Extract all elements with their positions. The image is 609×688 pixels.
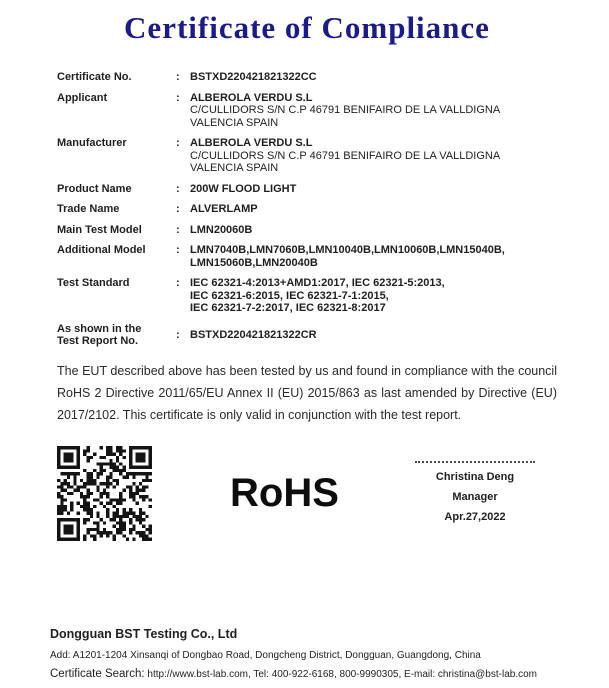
certificate-info-table — [57, 71, 557, 348]
field-value: 200W FLOOD LIGHT — [190, 182, 297, 195]
marks-and-signature-row — [57, 442, 557, 546]
field-row-test-standard — [57, 277, 557, 315]
certificate-title: Certificate of Compliance — [124, 10, 490, 45]
field-label: Main Test Model — [57, 223, 142, 236]
field-value: ALBEROLA VERDU S.L C/CULLIDORS S/N C.P 46791 BENIFAIRO DE LA VALLDIGNA VALENCIA SPAIN — [190, 91, 501, 129]
field-value: LMN7040B,LMN7060B,LMN10040B,LMN10060B,LMN15040B, LMN15060B,LMN20040B — [190, 244, 505, 269]
lab-name: Dongguan BST Testing Co., Ltd — [50, 627, 238, 641]
field-value: BSTXD220421821322CC — [190, 71, 317, 83]
field-row-test-report-no — [57, 323, 557, 348]
field-label: Certificate No. — [57, 71, 132, 83]
field-row-main-test-model — [57, 224, 557, 237]
field-row-manufacturer — [57, 137, 557, 175]
field-label: Applicant — [57, 91, 108, 104]
rohs-mark: RoHS — [230, 471, 339, 515]
field-row-product-name — [57, 183, 557, 196]
qr-code — [57, 446, 152, 541]
field-value: LMN20060B — [190, 223, 253, 236]
field-label: Trade Name — [57, 203, 120, 215]
field-row-certificate-no — [57, 71, 557, 84]
lab-contact-line — [50, 668, 569, 680]
field-label: Test Standard — [57, 277, 130, 289]
field-colon: : — [176, 91, 180, 104]
certificate-search-value: http://www.bst-lab.com, Tel: 400-922-6168, 800-9990305, E-mail: christina@bst-lab.com — [144, 669, 537, 680]
lab-address: Add: A1201-1204 Xinsanqi of Dongbao Road, Dongcheng District, Dongguan, Guangdong, China — [50, 650, 481, 661]
field-value: ALBEROLA VERDU S.L C/CULLIDORS S/N C.P 46791 BENIFAIRO DE LA VALLDIGNA VALENCIA SPAIN — [190, 137, 501, 174]
field-value: ALVERLAMP — [190, 203, 258, 215]
field-colon: : — [176, 328, 180, 341]
field-label: Product Name — [57, 182, 132, 195]
signature-name: Christina Deng — [435, 470, 515, 483]
field-colon: : — [176, 71, 180, 83]
field-colon: : — [176, 277, 180, 289]
signature-role: Manager — [452, 490, 498, 503]
field-colon: : — [176, 203, 180, 215]
field-colon: : — [176, 182, 180, 195]
field-value: BSTXD220421821322CR — [190, 328, 317, 341]
field-row-applicant — [57, 92, 557, 130]
field-colon: : — [176, 137, 180, 149]
field-row-trade-name — [57, 203, 557, 216]
field-label: Manufacturer — [57, 137, 127, 149]
compliance-statement: The EUT described above has been tested by us and found in compliance with the council RoHS 2 Directive 2011/65/EU Annex II (EU) 2015/863 as last amended by Directive (EU) 2017/2102. This certificate is only valid in conjunction with the test report. — [57, 363, 557, 422]
field-label: Additional Model — [57, 244, 146, 256]
field-colon: : — [176, 223, 180, 236]
lab-footer — [0, 627, 609, 680]
signature-dotted-line — [415, 461, 535, 463]
field-colon: : — [176, 244, 180, 256]
field-row-additional-model — [57, 244, 557, 269]
signature-date: Apr.27,2022 — [444, 510, 506, 523]
certificate-search-label: Certificate Search: — [50, 668, 145, 680]
field-label: As shown in the Test Report No. — [57, 322, 142, 347]
field-value: IEC 62321-4:2013+AMD1:2017, IEC 62321-5:2013, IEC 62321-6:2015, IEC 62321-7-1:2015, IEC 62321-7-2:2017, IEC 62321-8:2017 — [190, 277, 445, 314]
signature-block — [407, 461, 543, 527]
